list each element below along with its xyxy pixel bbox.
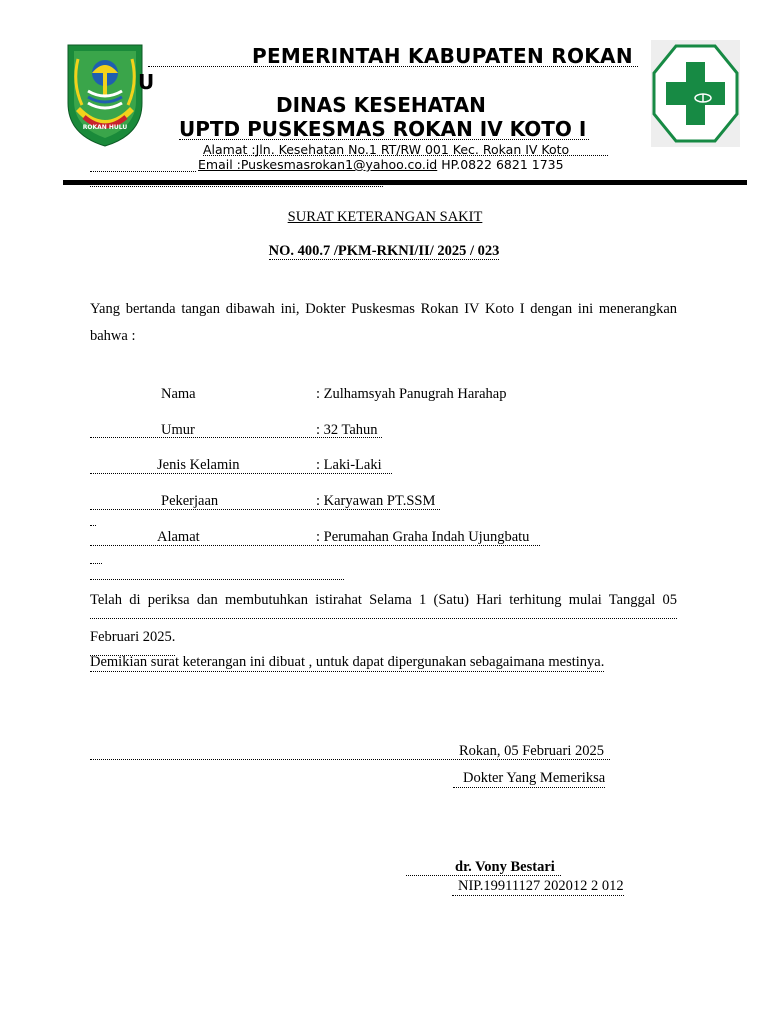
rokan-hulu-logo (66, 43, 144, 147)
intro-paragraph: Yang bertanda tangan dibawah ini, Dokter Puskesmas Rokan IV Koto I dengan ini menerangkan bahwa : (90, 301, 677, 344)
unit-name: UPTD PUSKESMAS ROKAN IV KOTO I (179, 117, 587, 141)
dotted-rule (203, 155, 608, 156)
closing-statement: Demikian surat keterangan ini dibuat , untuk dapat dipergunakan sebagaimana mestinya. (90, 654, 605, 670)
field-value-pekerjaan: : Karyawan PT.SSM (316, 493, 436, 509)
department-name: DINAS KESEHATAN (276, 93, 486, 117)
dotted-rule (148, 66, 638, 67)
phone-text: HP.0822 6821 1735 (441, 157, 564, 172)
puskesmas-logo (651, 40, 740, 147)
field-label-jenis-kelamin: Jenis Kelamin (157, 457, 240, 473)
letter-number (0, 243, 768, 260)
place-date: Rokan, 05 Februari 2025 (459, 743, 604, 759)
field-value-nama: : Zulhamsyah Panugrah Harahap (316, 386, 507, 402)
dotted-rule (90, 525, 96, 526)
field-label-alamat: Alamat (157, 529, 200, 545)
field-label-umur: Umur (161, 422, 195, 438)
logo-text: ROKAN HULU (82, 124, 128, 131)
dotted-rule (179, 139, 589, 140)
government-line: PEMERINTAH KABUPATEN ROKAN (252, 44, 633, 68)
dotted-rule (90, 759, 610, 760)
field-value-umur: : 32 Tahun (316, 422, 378, 438)
contact-line (198, 157, 564, 172)
government-line-wrap: U (138, 70, 155, 94)
field-value-jenis-kelamin: : Laki-Laki (316, 457, 382, 473)
dotted-rule (90, 563, 102, 564)
field-label-pekerjaan: Pekerjaan (161, 493, 219, 509)
field-value-alamat: : Perumahan Graha Indah Ujungbatu (316, 529, 530, 545)
exam-statement (90, 582, 677, 656)
address-line: Alamat :Jln. Kesehatan No.1 RT/RW 001 Kec. Rokan IV Koto (203, 142, 570, 157)
email-text[interactable]: Email :Puskesmasrokan1@yahoo.co.id (198, 157, 438, 172)
letter-number-text: NO. 400.7 /PKM-RKNI/II/ 2025 / 023 (268, 243, 500, 259)
exam-line-1: Telah di periksa dan membutuhkan istirahat Selama 1 (Satu) Hari terhitung mulai Tanggal 05 (90, 582, 677, 619)
doctor-nip: NIP.19911127 202012 2 012 (452, 878, 624, 896)
dotted-rule (406, 875, 561, 876)
field-label-nama: Nama (161, 386, 196, 402)
dotted-rule (90, 579, 344, 580)
doctor-name: dr. Vony Bestari (455, 859, 555, 875)
letter-title-text: SURAT KETERANGAN SAKIT (287, 209, 483, 225)
dotted-rule (90, 186, 383, 187)
exam-line-2: Februari 2025. (90, 619, 175, 656)
header-divider (63, 180, 747, 185)
examiner-title: Dokter Yang Memeriksa (453, 770, 605, 788)
dotted-rule (90, 171, 196, 172)
letter-title (0, 209, 768, 226)
